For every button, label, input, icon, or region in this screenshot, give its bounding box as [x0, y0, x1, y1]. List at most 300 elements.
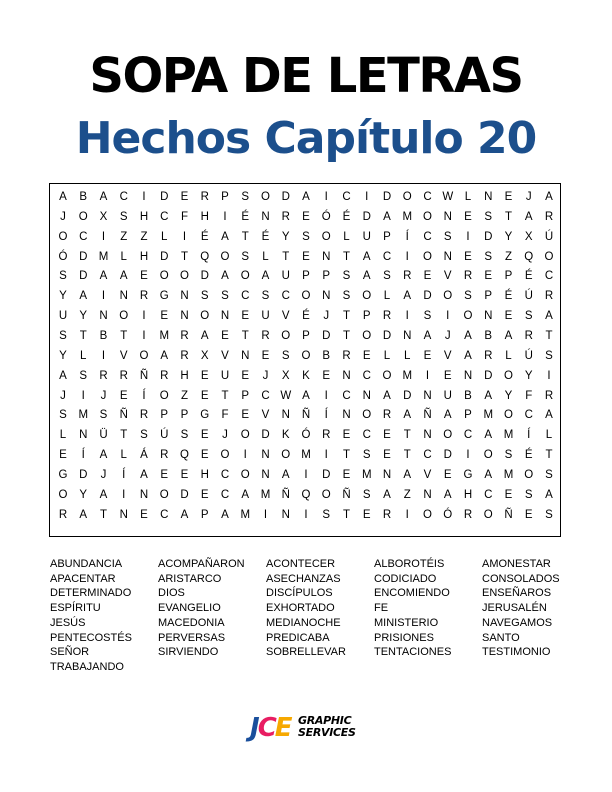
grid-row [50, 405, 560, 425]
grid-letter: Q [200, 250, 210, 263]
grid-letter: R [139, 290, 149, 303]
grid-letter: R [281, 210, 290, 223]
grid-letter: Ó [301, 429, 311, 442]
jce-logo-mark [250, 712, 291, 744]
grid-row [50, 306, 560, 326]
grid-row [50, 266, 560, 286]
grid-letter: V [221, 349, 229, 362]
grid-letter: A [403, 290, 412, 303]
grid-letter: Ú [524, 290, 533, 303]
grid-letter: C [362, 369, 371, 382]
grid-letter: I [405, 310, 409, 323]
word-list-item: TESTIMONIO [482, 646, 551, 659]
grid-letter: P [200, 508, 209, 521]
grid-letter: D [423, 290, 432, 303]
grid-letter: B [322, 349, 331, 362]
grid-letter: E [302, 210, 310, 223]
grid-letter: C [281, 290, 290, 303]
grid-letter: X [99, 210, 108, 223]
grid-letter: O [139, 349, 149, 362]
letter-grid [49, 183, 561, 537]
grid-letter: S [342, 290, 351, 303]
grid-letter: D [484, 369, 493, 382]
grid-letter: H [463, 488, 473, 501]
grid-letter: P [302, 270, 310, 283]
word-list-item: SOBRELLEVAR [266, 646, 346, 659]
grid-letter: Ó [443, 508, 453, 521]
grid-letter: O [321, 488, 331, 501]
grid-letter: X [281, 369, 290, 382]
grid-letter: I [101, 230, 106, 243]
grid-letter: P [241, 389, 250, 402]
grid-letter: M [98, 250, 109, 263]
grid-letter: E [504, 191, 513, 203]
grid-letter: E [464, 210, 472, 223]
grid-letter: N [382, 468, 392, 481]
grid-letter: L [404, 349, 411, 362]
grid-letter: A [403, 409, 412, 422]
grid-letter: T [342, 250, 351, 263]
grid-letter: O [483, 449, 493, 462]
grid-letter: S [59, 270, 67, 283]
grid-letter: O [119, 310, 129, 323]
grid-letter: A [180, 508, 189, 521]
grid-letter: I [324, 389, 328, 402]
grid-letter: X [200, 349, 209, 362]
grid-letter: Z [140, 230, 148, 243]
page-subtitle: Hechos Capítulo 20 [75, 113, 537, 164]
grid-letter: A [99, 488, 108, 501]
grid-letter: O [180, 270, 189, 283]
grid-letter: E [342, 429, 351, 442]
word-list-item: ASECHANZAS [266, 572, 341, 585]
grid-letter: R [322, 429, 331, 442]
grid-letter: O [58, 230, 68, 243]
grid-letter: S [362, 449, 371, 462]
grid-letter: Ú [160, 429, 169, 442]
grid-row [50, 346, 560, 366]
grid-letter: N [261, 468, 270, 481]
grid-letter: R [200, 191, 209, 203]
grid-letter: O [220, 449, 230, 462]
word-list-item: MACEDONIA [158, 616, 225, 629]
word-list-item: EXHORTADO [266, 602, 335, 615]
grid-letter: N [443, 210, 452, 223]
grid-letter: W [442, 191, 454, 203]
grid-letter: J [222, 429, 228, 442]
grid-letter: V [261, 409, 270, 422]
grid-letter: M [361, 468, 372, 481]
grid-letter: H [139, 210, 149, 223]
grid-letter: A [302, 191, 310, 203]
grid-letter: D [382, 329, 392, 342]
grid-letter: N [423, 429, 432, 442]
grid-letter: N [423, 389, 432, 402]
grid-letter: I [466, 449, 470, 462]
grid-letter: O [504, 369, 513, 382]
grid-letter: O [159, 270, 169, 283]
grid-letter: N [281, 409, 290, 422]
word-list-item: PREDICABA [266, 631, 330, 644]
grid-letter: S [281, 349, 290, 362]
grid-letter: E [200, 369, 209, 382]
grid-letter: A [484, 429, 493, 442]
grid-letter: Q [524, 250, 534, 263]
grid-letter: C [79, 230, 88, 243]
grid-letter: R [382, 508, 392, 521]
grid-letter: E [484, 270, 493, 283]
grid-row [50, 187, 560, 207]
grid-letter: I [101, 349, 106, 362]
grid-letter: E [383, 449, 391, 462]
grid-letter: E [140, 508, 148, 521]
grid-letter: E [423, 270, 432, 283]
grid-letter: Í [122, 468, 126, 481]
grid-letter: R [544, 210, 554, 223]
grid-letter: O [261, 191, 270, 203]
grid-letter: Y [504, 389, 513, 402]
grid-letter: I [223, 210, 227, 223]
grid-letter: V [423, 468, 432, 481]
grid-letter: M [159, 329, 170, 342]
grid-letter: Ñ [423, 409, 432, 422]
word-list-item: SIRVIENDO [158, 646, 219, 659]
grid-letter: E [160, 310, 169, 323]
grid-letter: I [324, 449, 328, 462]
grid-letter: E [504, 310, 513, 323]
grid-letter: K [281, 429, 290, 442]
grid-letter: Ú [544, 230, 554, 243]
grid-letter: C [423, 230, 432, 243]
grid-letter: A [221, 230, 229, 243]
grid-letter: M [483, 409, 494, 422]
grid-letter: E [241, 369, 250, 382]
grid-letter: D [200, 270, 209, 283]
grid-letter: N [484, 191, 493, 203]
grid-letter: I [142, 329, 146, 342]
grid-letter: N [261, 449, 270, 462]
grid-letter: N [180, 290, 189, 303]
grid-letter: O [301, 290, 311, 303]
grid-letter: Ñ [342, 488, 351, 501]
grid-letter: H [139, 250, 149, 263]
grid-letter: J [262, 369, 269, 382]
grid-row [50, 247, 560, 267]
grid-letter: A [160, 349, 169, 362]
grid-letter: O [159, 488, 169, 501]
grid-letter: L [120, 449, 127, 462]
grid-letter: A [545, 488, 553, 501]
grid-letter: Y [79, 488, 88, 501]
grid-letter: C [220, 468, 230, 481]
grid-letter: S [59, 329, 67, 342]
grid-letter: Ú [524, 349, 533, 362]
grid-letter: T [180, 250, 189, 263]
grid-letter: O [362, 409, 372, 422]
grid-letter: S [322, 508, 331, 521]
grid-row [50, 227, 560, 247]
grid-letter: L [59, 429, 67, 442]
grid-letter: O [281, 329, 291, 342]
grid-letter: C [423, 191, 432, 203]
jce-graphic-services-logo [250, 712, 362, 744]
grid-letter: Z [120, 230, 128, 243]
grid-letter: P [160, 409, 169, 422]
grid-letter: O [402, 191, 412, 203]
grid-letter: A [464, 349, 472, 362]
grid-letter: Í [142, 389, 146, 402]
grid-letter: A [99, 191, 108, 203]
grid-letter: E [383, 429, 391, 442]
grid-letter: E [241, 409, 250, 422]
grid-letter: L [505, 349, 512, 362]
grid-letter: N [342, 369, 351, 382]
grid-letter: R [180, 329, 189, 342]
grid-letter: S [504, 449, 513, 462]
grid-letter: É [504, 290, 513, 303]
grid-letter: Y [281, 230, 290, 243]
grid-letter: O [362, 329, 372, 342]
grid-letter: E [362, 508, 371, 521]
grid-letter: A [484, 468, 493, 481]
grid-letter: A [302, 389, 310, 402]
grid-letter: T [282, 250, 290, 263]
grid-letter: E [423, 349, 432, 362]
grid-letter: S [524, 488, 533, 501]
grid-letter: I [365, 191, 369, 203]
grid-letter: I [405, 508, 409, 521]
word-list-item: ENSEÑAROS [482, 587, 552, 600]
grid-letter: Y [524, 369, 533, 382]
grid-letter: U [281, 270, 290, 283]
grid-letter: I [425, 369, 430, 382]
grid-letter: Ó [321, 210, 331, 223]
grid-letter: A [99, 449, 108, 462]
grid-letter: O [58, 488, 68, 501]
grid-letter: N [139, 488, 149, 501]
grid-letter: B [99, 329, 108, 342]
grid-letter: M [260, 488, 271, 501]
word-list-item: PENTECOSTÉS [50, 631, 132, 644]
grid-letter: T [241, 230, 249, 243]
grid-letter: M [402, 210, 413, 223]
grid-row [50, 326, 560, 346]
grid-letter: T [79, 329, 87, 342]
grid-letter: N [443, 250, 452, 263]
grid-letter: A [241, 488, 250, 501]
grid-letter: N [342, 409, 351, 422]
grid-letter: S [464, 290, 472, 303]
grid-letter: R [160, 369, 169, 382]
grid-letter: A [383, 389, 391, 402]
grid-letter: N [281, 508, 290, 521]
grid-letter: I [547, 369, 551, 382]
grid-letter: S [99, 409, 108, 422]
grid-letter: N [322, 250, 331, 263]
grid-letter: O [301, 349, 311, 362]
grid-letter: R [261, 329, 270, 342]
grid-letter: Ñ [139, 369, 149, 382]
grid-letter: T [221, 389, 229, 402]
grid-letter: U [362, 230, 371, 243]
grid-letter: R [463, 508, 473, 521]
word-list-item: ACONTECER [266, 558, 336, 570]
grid-letter: R [403, 270, 412, 283]
grid-letter: C [463, 429, 473, 442]
grid-row [50, 505, 560, 525]
grid-row [50, 485, 560, 505]
grid-letter: V [119, 349, 128, 362]
grid-letter: A [140, 468, 148, 481]
grid-letter: L [383, 349, 391, 362]
grid-letter: T [545, 329, 553, 342]
grid-letter: T [120, 429, 128, 442]
grid-row [50, 445, 560, 465]
word-list-item: ENCOMIENDO [374, 587, 450, 600]
grid-letter: J [444, 329, 451, 342]
grid-letter: A [281, 468, 290, 481]
grid-letter: I [405, 250, 409, 263]
grid-letter: É [342, 210, 351, 223]
grid-letter: P [362, 310, 371, 323]
grid-letter: Z [504, 250, 513, 263]
grid-letter: O [423, 508, 432, 521]
grid-letter: S [200, 290, 209, 303]
grid-letter: A [119, 270, 128, 283]
word-list-item: CODICIADO [374, 572, 437, 585]
grid-letter: A [362, 250, 371, 263]
grid-letter: D [160, 250, 169, 263]
grid-letter: I [81, 389, 85, 402]
grid-letter: O [524, 468, 534, 481]
grid-letter: S [545, 468, 553, 481]
grid-letter: Z [180, 389, 189, 402]
grid-letter: A [484, 389, 493, 402]
grid-letter: C [261, 389, 270, 402]
logo-text-line1: GRAPHIC [298, 714, 352, 727]
grid-letter: S [261, 290, 270, 303]
grid-letter: D [362, 210, 371, 223]
grid-letter: E [200, 449, 209, 462]
grid-letter: R [382, 409, 392, 422]
logo-text [298, 715, 362, 739]
grid-letter: O [423, 250, 432, 263]
grid-letter: D [484, 230, 493, 243]
grid-letter: R [180, 349, 189, 362]
grid-letter: E [261, 349, 270, 362]
grid-letter: R [342, 349, 351, 362]
grid-letter: O [281, 449, 291, 462]
grid-row [50, 366, 560, 386]
grid-letter: T [545, 449, 553, 462]
grid-letter: I [243, 449, 247, 462]
word-list-item: MINISTERIO [374, 616, 439, 629]
grid-letter: T [120, 329, 128, 342]
grid-letter: O [443, 429, 453, 442]
grid-letter: S [484, 210, 493, 223]
grid-row [50, 207, 560, 227]
grid-letter: R [463, 270, 473, 283]
grid-letter: H [200, 210, 209, 223]
grid-letter: B [464, 389, 472, 402]
page-title: SOPA DE LETRAS [89, 48, 523, 104]
grid-letter: D [79, 250, 88, 263]
grid-letter: R [160, 449, 169, 462]
grid-letter: S [241, 191, 250, 203]
grid-letter: R [484, 349, 493, 362]
grid-letter: Ñ [119, 409, 128, 422]
grid-letter: N [119, 508, 128, 521]
word-list-item: DETERMINADO [50, 587, 132, 600]
logo-text-line2: SERVICES [298, 726, 356, 739]
grid-letter: Á [140, 449, 148, 462]
grid-letter: D [322, 329, 331, 342]
grid-letter: Í [405, 230, 409, 243]
grid-letter: C [484, 488, 493, 501]
grid-letter: T [342, 329, 351, 342]
grid-letter: V [281, 310, 290, 323]
grid-row [50, 386, 560, 406]
grid-letter: N [99, 310, 108, 323]
grid-letter: S [59, 409, 67, 422]
grid-letter: Q [301, 488, 311, 501]
grid-letter: D [79, 468, 88, 481]
grid-letter: Y [504, 230, 513, 243]
grid-letter: I [263, 508, 268, 521]
grid-letter: S [342, 270, 351, 283]
grid-letter: N [79, 429, 88, 442]
grid-letter: T [403, 449, 411, 462]
grid-letter: T [99, 508, 108, 521]
grid-letter: R [382, 310, 392, 323]
grid-letter: E [140, 270, 148, 283]
grid-letter: Ñ [301, 409, 311, 422]
grid-letter: I [446, 310, 450, 323]
grid-letter: P [221, 191, 229, 203]
grid-letter: R [544, 389, 554, 402]
grid-letter: S [484, 250, 493, 263]
grid-letter: O [483, 508, 493, 521]
word-list-item: ALBOROTÉIS [374, 558, 445, 570]
grid-letter: L [80, 349, 87, 362]
grid-letter: P [464, 409, 472, 422]
grid-letter: A [443, 409, 452, 422]
grid-letter: K [302, 369, 310, 382]
grid-letter: O [504, 409, 513, 422]
grid-letter: E [119, 389, 128, 402]
grid-letter: C [342, 389, 351, 402]
grid-letter: S [180, 429, 189, 442]
grid-letter: I [142, 191, 146, 203]
grid-letter: P [383, 230, 391, 243]
grid-letter: I [122, 488, 126, 501]
grid-letter: D [281, 191, 290, 203]
grid-letter: É [524, 270, 533, 283]
grid-letter: I [182, 230, 187, 243]
grid-letter: E [322, 369, 331, 382]
word-list-item: ACOMPAÑARON [158, 558, 245, 570]
grid-letter: I [304, 508, 308, 521]
grid-letter: I [101, 290, 106, 303]
grid-letter: Ñ [504, 508, 513, 521]
grid-letter: A [221, 270, 229, 283]
grid-letter: O [240, 429, 250, 442]
grid-letter: A [403, 468, 412, 481]
grid-letter: A [261, 270, 270, 283]
grid-letter: L [343, 230, 350, 243]
grid-letter: C [241, 290, 250, 303]
grid-letter: O [240, 270, 250, 283]
